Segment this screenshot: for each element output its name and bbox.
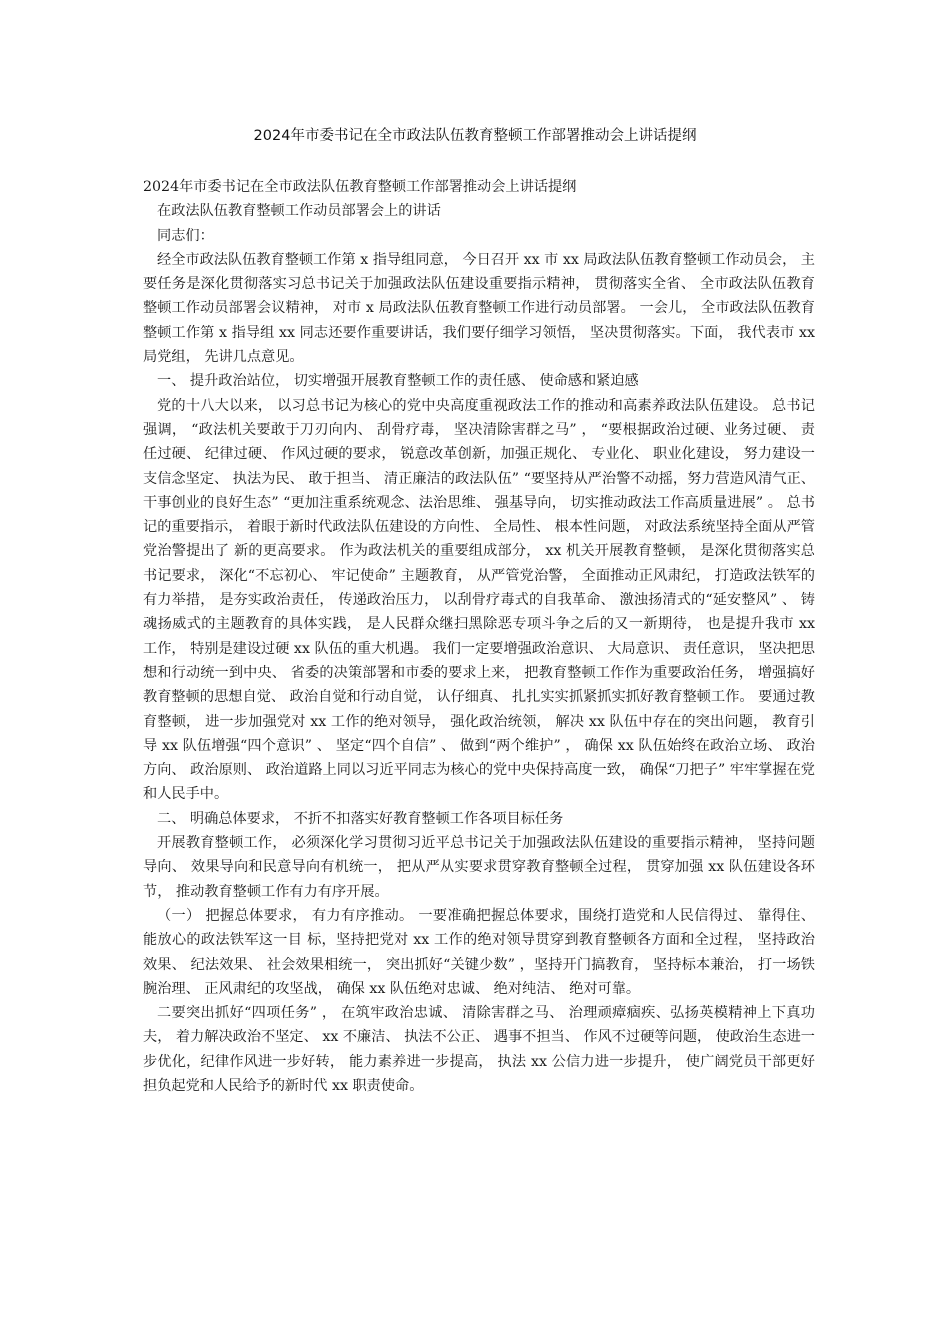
subsection-2-paragraph: 二要突出抓好“四项任务” ， 在筑牢政治忠诚、 清除害群之马、 治理顽瘴痼疾、弘扬英模精神上下真功夫， 着力解决政治不坚定、 xx 不廉洁、 执法不公正、 遇事不担当、 作风不过硬等问题， 使政治生态进一步优化，纪律作风进一步好转， 能力素养进一步提高， 执法 xx 公信力进一步提升， 使广阔党员干部更好担负起党和人民给予的新时代 xx 职责使命。 <box>143 1005 815 1094</box>
document-title: 2024年市委书记在全市政法队伍教育整顿工作部署推动会上讲话提纲 <box>253 128 697 144</box>
salutation: 同志们： <box>157 227 214 244</box>
subsection-1-paragraph: （一） 把握总体要求， 有力有序推动。 一要准确把握总体要求，围绕打造党和人民信得过、 靠得住、 能放心的政法铁军这一目 标，坚持把党对 xx 工作的绝对领导贯穿到教育整顿各方面和全过程， 坚持政治效果、 纪法效果、 社会效果相统一， 突出抓好“关键少数” ，坚持开门搞教育， 坚持标本兼治， 打一场铁腕治理、 正风肃纪的攻坚战， 确保 xx 队伍绝对忠诚、 绝对纯洁、 绝对可靠。 <box>143 907 815 997</box>
section-2-paragraph: 开展教育整顿工作， 必须深化学习贯彻习近平总书记关于加强政法队伍建设的重要指示精神， 坚持问题导向、 效果导向和民意导向有机统一， 把从严从实要求贯穿教育整顿全过程， 贯穿加强 xx 队伍建设各环节， 推动教育整顿工作有力有序开展。 <box>143 835 815 900</box>
speech-title: 在政法队伍教育整顿工作动员部署会上的讲话 <box>157 203 441 220</box>
intro-paragraph: 经全市政法队伍教育整顿工作第 x 指导组同意， 今日召开 xx 市 xx 局政法队伍教育整顿工作动员会， 主要任务是深化贯彻落实习总书记关于加强政法队伍建设重要指示精神， 贯彻落实全省、 全市政法队伍教育整顿工作动员部署会议精神， 对市 x 局政法队伍教育整顿工作进行动员部署。 一会儿， 全市政法队伍教育整顿工作第 x 指导组 xx 同志还要作重要讲话，我们要仔细学习领悟， 坚决贯彻落实。下面， 我代表市 xx 局党组， 先讲几点意见。 <box>143 251 815 366</box>
section-1-heading: 一、 提升政治站位， 切实增强开展教育整顿工作的责任感、 使命感和紧迫感 <box>157 373 639 390</box>
section-1-paragraph: 党的十八大以来， 以习总书记为核心的党中央高度重视政法工作的推动和高素养政法队伍建设。 总书记强调， “政法机关要敢于刀刃向内、 刮骨疗毒， 坚决清除害群之马” ， “要根据政治过硬、业务过硬、 责任过硬、 纪律过硬、 作风过硬的要求， 锐意改革创新，加强正规化、 专业化、 职业化建设， 努力建设一支信念坚定、 执法为民、 敢于担当、 清正廉洁的政法队伍” “要坚持从严治警不动摇，努力营造风清气正、 干事创业的良好生态” “更加注重系统观念、法治思维、 强基导向， 切实推动政法工作高质量进展” 。 总书记的重要指示， 着眼于新时代政法队伍建设的方向性、 全局性、 根本性问题， 对政法系统坚持全面从严管党治警提出了 新的更高要求。 作为政法机关的重要组成部分， xx 机关开展教育整顿， 是深化贯彻落实总书记要求， 深化“不忘初心、 牢记使命” 主题教育， 从严管党治警， 全面推动正风肃纪， 打造政法铁军的有力举措， 是夯实政治责任， 传递政治压力， 以刮骨疗毒式的自我革命、 激浊扬清式的“延安整风” 、 铸魂扬威式的主题教育的具体实践， 是人民群众继扫黑除恶专项斗争之后的又一新期待， 也是提升我市 xx 工作， 特别是建设过硬 xx 队伍的重大机遇。 我们一定要增强政治意识、 大局意识、 责任意识， 坚决把思想和行动统一到中央、 省委的决策部署和市委的要求上来， 把教育整顿工作作为重要政治任务， 增强搞好教育整顿的思想自觉、 政治自觉和行动自觉， 认仔细真、 扎扎实实抓紧抓实抓好教育整顿工作。 要通过教育整顿， 进一步加强党对 xx 工作的绝对领导， 强化政治统领， 解决 xx 队伍中存在的突出问题， 教育引导 xx 队伍增强“四个意识” 、 坚定“四个自信” 、 做到“两个维护” ， 确保 xx 队伍始终在政治立场、 政治方向、 政治原则、 政治道路上同以习近平同志为核心的党中央保持高度一致， 确保“刀把子” 牢牢掌握在党和人民手中。 <box>143 397 815 803</box>
document-body <box>143 175 815 1098</box>
section-2-heading: 二、 明确总体要求， 不折不扣落实好教育整顿工作各项目标任务 <box>157 810 564 827</box>
document-subtitle: 2024年市委书记在全市政法队伍教育整顿工作部署推动会上讲话提纲 <box>143 179 577 195</box>
